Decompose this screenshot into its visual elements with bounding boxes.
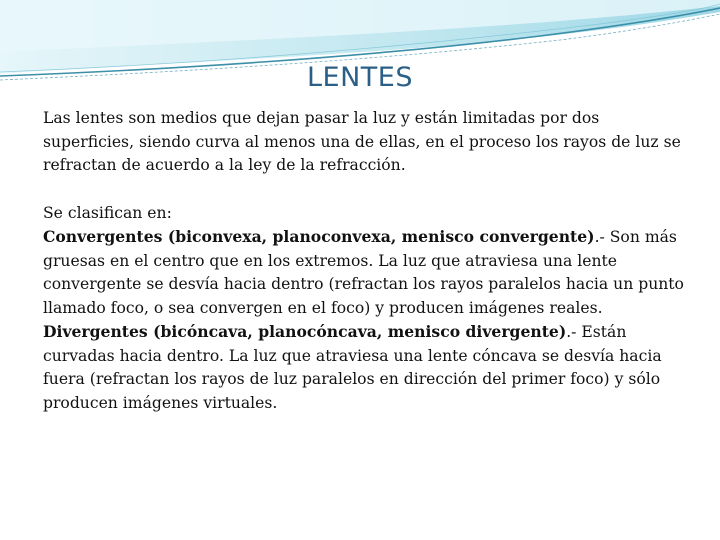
convergent-description: .- Son más gruesas en el centro que en los extremos. La luz que atraviesa una lente convergente se desvía hacia dentro (refractan los rayos paralelos hacia un punto llamado foco, o sea convergen en el foco) y producen imágenes reales. <box>43 228 684 317</box>
divergent-term: Divergentes <box>43 322 148 341</box>
paragraph-gap <box>43 178 693 202</box>
slide-title: LENTES <box>307 62 413 93</box>
convergent-paragraph <box>43 225 693 320</box>
classification-heading: Se clasifican en: <box>43 203 172 222</box>
divergent-types: (bicóncava, planocóncava, menisco divergente) <box>147 322 567 341</box>
intro-paragraph: Las lentes son medios que dejan pasar la luz y están limitadas por dos superficies, siendo curva al menos una de ellas, en el proceso los rayos de luz se refractan de acuerdo a la ley de la refracción. <box>43 109 681 174</box>
convergent-types: (biconvexa, planoconvexa, menisco convergente) <box>162 227 595 246</box>
convergent-term: Convergentes <box>43 227 163 246</box>
divergent-paragraph <box>43 320 693 415</box>
divergent-description: .- Están curvadas hacia dentro. La luz que atraviesa una lente cóncava se desvía hacia fuera (refractan los rayos de luz paralelos en dirección del primer foco) y sólo producen imágenes virtuales. <box>43 323 662 412</box>
slide-body <box>43 107 693 415</box>
